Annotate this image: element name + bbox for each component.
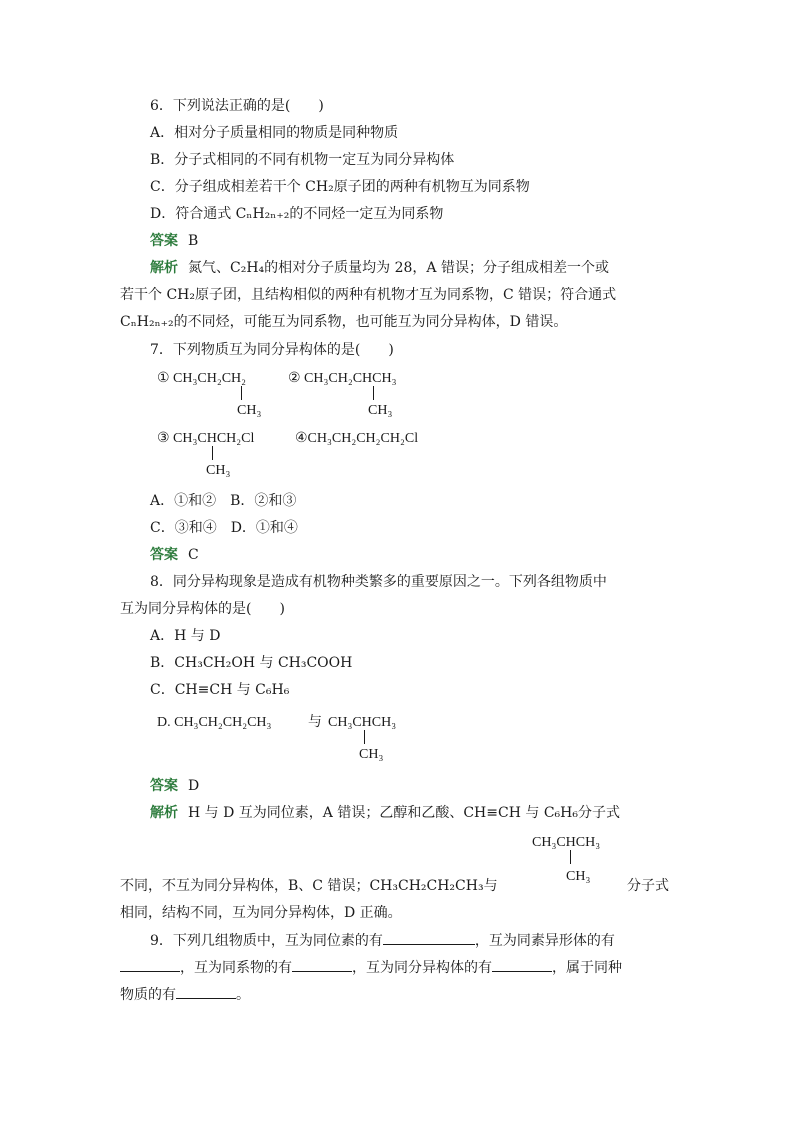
q6-option-a: A．相对分子质量相同的物质是同种物质 xyxy=(150,125,399,141)
q9-blank-isomers[interactable] xyxy=(492,957,552,972)
q6-analysis-line3: CₙH₂ₙ₊₂的不同烃，可能互为同系物，也可能互为同分异构体，D 错误。 xyxy=(120,314,568,330)
q7-structure-4: ④CH₃CH₂CH₂CH₂Cl xyxy=(295,431,419,446)
q7-stem: 7．下列物质互为同分异构体的是( ) xyxy=(150,342,394,358)
q8-option-a: A．H 与 D xyxy=(150,628,221,644)
q7-structure-3-bond xyxy=(212,446,213,460)
q8-option-c: C．CH≡CH 与 C₆H₆ xyxy=(150,682,290,698)
q9-text-5: ，属于同种 xyxy=(552,960,622,976)
q8-answer xyxy=(150,776,199,796)
q7-structure-1-bond xyxy=(241,386,242,400)
q9-text-4: ，互为同分异构体的有 xyxy=(352,960,492,976)
q9-text-6: 物质的有 xyxy=(120,987,176,1003)
q9-blank-homologs[interactable] xyxy=(292,957,352,972)
answer-value: C xyxy=(188,547,199,563)
q8-option-d-branch: CH₃ xyxy=(359,747,384,762)
q9-text-2: ，互为同素异形体的有 xyxy=(474,933,615,949)
q6-analysis-line1 xyxy=(150,258,609,278)
q7-options-row1: A．①和② B．②和③ xyxy=(150,493,297,509)
q8-option-d-mid: 与 xyxy=(308,715,322,730)
q7-structure-2-branch: CH₃ xyxy=(368,403,393,418)
q9-text-1: 9．下列几组物质中，互为同位素的有 xyxy=(150,933,383,949)
q9-blank-isotopes[interactable] xyxy=(383,930,475,945)
answer-label: 答案 xyxy=(150,778,178,794)
q6-option-d: D．符合通式 CₙH₂ₙ₊₂的不同烃一定互为同系物 xyxy=(150,206,444,222)
answer-label: 答案 xyxy=(150,547,178,563)
analysis-text: 氮气、C₂H₄的相对分子质量均为 28，A 错误；分子组成相差一个或 xyxy=(188,260,609,276)
q9-blank-same-substance[interactable] xyxy=(176,984,236,999)
q9-stem-line3 xyxy=(120,984,250,1005)
q7-structure-3: ③ CH₃CHCH₂Cl xyxy=(157,431,255,446)
q7-options-row2: C．③和④ D．①和④ xyxy=(150,520,298,536)
q8-analysis-line2-right: 分子式 xyxy=(627,878,669,894)
q8-option-d-right: CH₃CHCH₃ xyxy=(328,715,397,730)
q6-analysis-line2: 若干个 CH₂原子团，且结构相似的两种有机物才互为同系物，C 错误；符合通式 xyxy=(120,287,617,303)
q6-stem: 6．下列说法正确的是( ) xyxy=(150,98,324,114)
q9-stem-line2 xyxy=(120,957,622,978)
q7-structure-1-branch: CH₃ xyxy=(237,403,262,418)
analysis-text: H 与 D 互为同位素，A 错误；乙醇和乙酸、CH≡CH 与 C₆H₆分子式 xyxy=(188,805,620,821)
q8-analysis-structure: CH₃CHCH₃ xyxy=(532,835,601,850)
answer-label: 答案 xyxy=(150,233,178,249)
q9-blank-allotropes[interactable] xyxy=(120,957,180,972)
q7-structure-2-bond xyxy=(373,386,374,400)
q8-analysis-structure-branch: CH₃ xyxy=(566,869,591,884)
q7-structure-3-branch: CH₃ xyxy=(206,463,231,478)
q8-stem-line1: 8．同分异构现象是造成有机物种类繁多的重要原因之一。下列各组物质中 xyxy=(150,574,607,590)
q6-option-b: B．分子式相同的不同有机物一定互为同分异构体 xyxy=(150,152,455,168)
q8-option-d-bond xyxy=(364,730,365,744)
q9-stem-line1 xyxy=(150,930,615,951)
q9-text-7: 。 xyxy=(236,987,250,1003)
q8-analysis-line3: 相同，结构不同，互为同分异构体，D 正确。 xyxy=(120,905,402,921)
q9-text-3: ，互为同系物的有 xyxy=(180,960,292,976)
q7-structure-2: ② CH₃CH₂CHCH₃ xyxy=(288,371,397,386)
q8-option-b: B．CH₃CH₂OH 与 CH₃COOH xyxy=(150,655,353,671)
analysis-label: 解析 xyxy=(150,260,178,276)
q8-analysis-line1 xyxy=(150,803,620,823)
q8-stem-line2: 互为同分异构体的是( ) xyxy=(120,601,285,617)
answer-value: D xyxy=(188,778,200,794)
q7-answer xyxy=(150,545,199,565)
q6-answer xyxy=(150,231,198,251)
analysis-label: 解析 xyxy=(150,805,178,821)
q7-structure-1: ① CH₃CH₂CH₂ xyxy=(157,371,247,386)
q8-analysis-line2-left: 不同，不互为同分异构体，B、C 错误；CH₃CH₂CH₂CH₃与 xyxy=(120,878,498,894)
q6-option-c: C．分子组成相差若干个 CH₂原子团的两种有机物互为同系物 xyxy=(150,179,530,195)
q8-option-d-left: D. CH₃CH₂CH₂CH₃ xyxy=(157,715,272,730)
answer-value: B xyxy=(188,233,199,249)
q8-analysis-structure-bond xyxy=(570,850,571,864)
